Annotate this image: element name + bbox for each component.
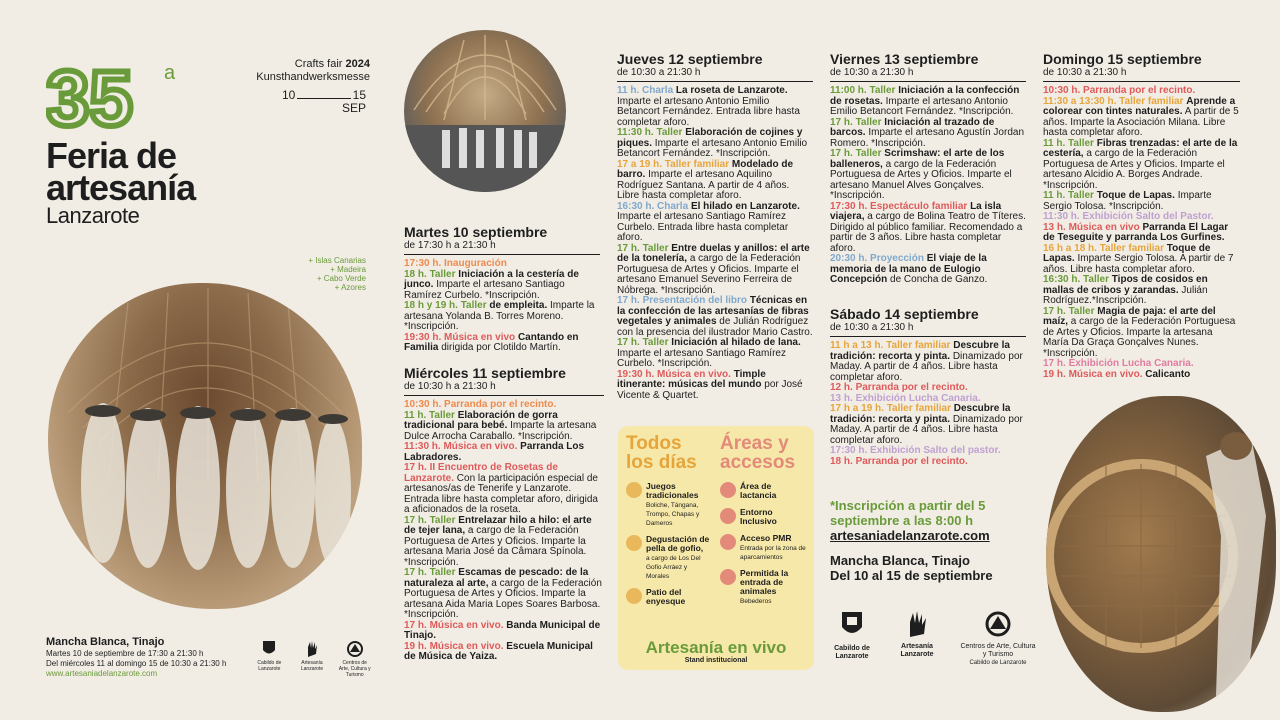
divider	[1043, 81, 1240, 82]
event-time: 11:30 h. Exhibición Salto del Pastor.	[1043, 211, 1214, 222]
event-detail: Imparte Sergio Tolosa. *Inscripción.	[1043, 190, 1212, 212]
event-title: El viaje de la memoria de la mano de Eulogio Concepción	[830, 253, 987, 285]
place-summary	[830, 553, 1040, 583]
paw-icon	[720, 569, 736, 585]
event-item	[830, 118, 1026, 150]
day-hours-miercoles: de 10:30 h a 21:30 h	[404, 381, 496, 392]
event-title: La roseta de Lanzarote.	[675, 85, 788, 96]
fair-en: Crafts fair	[294, 58, 343, 70]
event-title: Scrimshaw: el arte de los balleneros,	[830, 148, 1005, 170]
logo-cabildo-small	[252, 640, 287, 678]
patio-icon	[626, 588, 642, 604]
event-time: 13 h. Exhibición Lucha Canaria.	[830, 392, 981, 404]
event-item	[1043, 244, 1240, 276]
place-summary-line2: Del 10 al 15 de septiembre	[830, 568, 993, 583]
event-time: 19:30 h. Música en vivo.	[617, 368, 731, 380]
info-box-items	[626, 482, 806, 614]
event-time: 17 h. Taller	[830, 148, 882, 159]
centros-icon	[984, 610, 1012, 638]
info-box	[618, 426, 814, 670]
info-box-footer	[626, 639, 806, 664]
page-title: Feria de artesanía	[46, 135, 196, 208]
day-title-sabado: Sábado 14 septiembre	[830, 306, 979, 322]
event-item	[830, 341, 1026, 383]
event-detail: de Concha de Ganzo.	[890, 274, 988, 285]
event-item	[404, 621, 604, 642]
event-title: Iniciación a la confección de rosetas.	[830, 85, 1020, 107]
page-subtitle: Lanzarote	[46, 203, 140, 228]
event-time: 17 h. Música en vivo.	[404, 619, 504, 631]
day-title-miercoles: Miércoles 11 septiembre	[404, 365, 566, 381]
column-martes	[404, 225, 600, 354]
event-time: 11:30 a 13:30 h. Taller familiar	[1043, 95, 1184, 107]
event-time: 13 h. Música en vivo	[1043, 221, 1140, 233]
info-item	[626, 535, 712, 580]
fair-meta	[210, 58, 370, 84]
logo-cabildo-label: Cabildo de Lanzarote	[834, 645, 870, 660]
event-title: Iniciación al trazado de barcos.	[830, 116, 995, 138]
hand-icon	[900, 610, 934, 638]
info-item-sub: a cargo de Los Del Gofio Arráez y Morales	[646, 555, 701, 580]
info-item-label: Patio del enyesque	[646, 587, 686, 606]
anniversary-mark	[46, 55, 186, 133]
event-detail: A partir de 5 años. Imparte la Asociación Milana. Libre hasta completar aforo.	[1043, 106, 1239, 138]
info-box-footer-sub: Stand institucional	[684, 657, 748, 664]
logo-centros-label: Centros de Arte, Cultura y Turismo	[960, 643, 1036, 658]
event-title: Tipos de cosidos en mallas de cribos y zarandas.	[1043, 274, 1208, 296]
event-title: Descubre la tradición: recorta y pinta.	[830, 403, 1011, 425]
photo-basket-women	[48, 283, 362, 609]
event-item	[1043, 191, 1240, 212]
event-detail: Imparte el artesano Antonio Emilio Betancort Fernández. Entrada libre hasta completar aforo.	[617, 95, 800, 128]
divider	[830, 81, 1026, 82]
event-time: 16:30 h. Taller	[1043, 274, 1109, 285]
day-title-domingo: Domingo 15 septiembre	[1043, 51, 1202, 67]
event-detail: Con la participación especial de artesanos/as de Tenerife y Lanzarote. Entrada libre hasta completar aforo, dirigida a aficionados de la roseta.	[404, 472, 598, 515]
event-item	[404, 516, 604, 569]
event-item	[617, 338, 813, 370]
info-item-label: Entorno Inclusivo	[740, 507, 777, 526]
logo-centros-small	[337, 640, 372, 678]
gofio-icon	[626, 535, 642, 551]
islands-list	[250, 256, 366, 292]
photo-sieve-artisan	[1046, 396, 1276, 712]
event-detail: Imparte la artesana Yolanda B. Torres Moreno. *Inscripción.	[404, 300, 595, 332]
day-hours-jueves: de 10:30 a 21:30 h	[617, 67, 701, 78]
cabildo-shield-icon	[840, 610, 864, 640]
event-detail: a cargo de la Federación Portuguesa de Artes y Oficios. Imparte el artesano Manuel Alves Gonçalves. *Inscripción.	[830, 158, 1012, 201]
event-title: Toque de Lapas.	[1043, 242, 1211, 264]
info-item	[720, 508, 806, 526]
event-time: 17:30 h. Inauguración	[404, 258, 507, 269]
event-detail: a cargo de la Federación Portuguesa de Artes y Oficios. Imparte la artesana María Da Graça Gonçalves Nunes. *Inscripción.	[1043, 316, 1236, 359]
event-detail: a cargo de la Federación Portuguesa de Artes y Oficios. Imparte la artesana Maria José da Câmara Spínola. *Inscripción.	[404, 525, 587, 568]
date-start: 10	[282, 88, 296, 102]
event-time: 18 h. Parranda por el recinto.	[830, 455, 968, 467]
event-item	[617, 86, 813, 128]
location-line2: Del miércoles 11 al domingo 15 de 10:30 a 21:30 h	[46, 659, 227, 668]
event-time: 11 h. Charla	[617, 85, 674, 96]
event-title: Parranda Los Labradores.	[404, 441, 585, 463]
event-time: 11 h. Taller	[404, 409, 455, 421]
event-title: Modelado de barro.	[617, 158, 794, 180]
event-title: Banda Municipal de Tinajo.	[404, 619, 601, 641]
event-item	[617, 244, 813, 297]
info-item	[720, 482, 806, 500]
divider	[830, 336, 1026, 337]
event-time: 17 a 19 h. Taller familiar	[617, 158, 730, 170]
event-title: Elaboración de gorra tradicional para bebé.	[404, 409, 558, 431]
event-item	[404, 463, 604, 516]
location-web[interactable]: www.artesaniadelanzarote.com	[46, 669, 158, 678]
info-item	[720, 569, 806, 605]
logo-centros-sub: Cabildo de Lanzarote	[969, 660, 1027, 666]
island-item: + Islas Canarias	[308, 256, 366, 265]
place-summary-line1: Mancha Blanca, Tinajo	[830, 553, 970, 568]
title-block	[46, 135, 306, 228]
event-time: 17 h. Taller	[830, 116, 882, 128]
event-item	[404, 333, 600, 354]
event-time: 17 h. Taller	[617, 337, 669, 348]
event-title: Escamas de pescado: de la naturaleza al arte,	[404, 567, 589, 589]
event-detail: Imparte el artesano Santiago Ramírez Curbelo. Entrada libre hasta completar aforo.	[617, 211, 789, 243]
info-box-headings	[626, 434, 806, 472]
location-title: Mancha Blanca, Tinajo	[46, 636, 165, 648]
event-item	[404, 568, 604, 621]
event-title: Parranda El Lagar de Teseguite y parranda Los Gurfines.	[1043, 221, 1229, 243]
event-title: Descubre la tradición: recorta y pinta.	[830, 340, 1010, 362]
event-title: Magia de paja: el arte del maíz,	[1043, 305, 1216, 327]
logo-artesania-small	[295, 640, 330, 678]
column-domingo	[1043, 52, 1240, 380]
event-item	[617, 370, 813, 402]
event-item	[830, 149, 1026, 202]
island-item: + Madeira	[330, 265, 366, 274]
anniversary-number: 35	[46, 55, 133, 133]
event-time: 11:00 h. Taller	[830, 85, 896, 96]
event-title: Aprende a colorear con tintes naturales.	[1043, 95, 1236, 117]
event-item	[404, 270, 600, 302]
photo-right-illustration	[1046, 396, 1276, 712]
info-item-label: Juegos tradicionales	[646, 481, 699, 500]
event-item	[830, 457, 1026, 468]
event-title: La isla viajera,	[830, 200, 1002, 222]
event-item	[617, 128, 813, 160]
event-item	[617, 160, 813, 202]
logos-large	[828, 610, 1038, 670]
info-item-label: Área de lactancia	[740, 481, 777, 500]
inscription-text: *Inscripción a partir del 5 septiembre a las 8:00 h	[830, 498, 986, 528]
event-item	[404, 442, 604, 463]
date-end: 15	[352, 88, 366, 102]
day-title-martes: Martes 10 septiembre	[404, 224, 548, 240]
day-hours-martes: de 17:30 h a 21:30 h	[404, 240, 496, 251]
event-time: 17 h. Taller	[404, 567, 456, 578]
info-box-right-title: Áreas y accesos	[720, 433, 796, 473]
column-jueves	[617, 52, 813, 401]
logo-centros	[958, 610, 1038, 670]
fair-label-line	[210, 58, 370, 71]
event-time: 11 h a 13 h. Taller familiar	[830, 340, 951, 351]
event-detail: por José Vicente & Quartet.	[617, 379, 803, 401]
column-miercoles	[404, 366, 604, 663]
event-time: 19:30 h. Música en vivo	[404, 331, 516, 343]
centros-icon	[346, 640, 364, 658]
anniversary-graphic	[46, 55, 186, 133]
divider	[617, 81, 813, 82]
info-box-left-list	[626, 482, 712, 614]
divider	[404, 395, 604, 396]
logo-artesania-small-label: Artesanía Lanzarote	[300, 660, 324, 672]
event-detail: Imparte el artesano Santiago Ramírez Curbelo. *Inscripción.	[404, 279, 565, 301]
event-time: 10:30 h. Parranda por el recinto.	[1043, 85, 1196, 96]
info-item	[626, 588, 712, 606]
event-title: de empleita.	[489, 300, 548, 311]
day-hours-sabado: de 10:30 a 21:30 h	[830, 322, 914, 333]
event-detail: Imparte el artesano Antonio Emilio Betancort Fernández. *Inscripción.	[617, 137, 808, 159]
info-item-sub: Bebederos	[740, 598, 772, 605]
anniversary-super: a	[164, 62, 176, 84]
event-item	[830, 86, 1026, 118]
event-detail: Dinamizado por Maday. A partir de 4 años. Libre hasta completar aforo.	[830, 413, 1023, 446]
info-item-label: Degustación de pella de gofio,	[646, 534, 710, 553]
event-time: 16:30 h. Charla	[617, 200, 689, 212]
event-title: Iniciación a la cestería de junco.	[404, 268, 579, 290]
day-title-viernes: Viernes 13 septiembre	[830, 51, 979, 67]
info-item-sub: Boliche, Tángana, Trompo, Chapas y Dameros	[646, 502, 700, 527]
event-time: 18 h. Taller	[404, 268, 456, 280]
event-item	[617, 202, 813, 244]
event-title: Iniciación al hilado de lana.	[671, 337, 801, 348]
event-title: Técnicas en la confección de las artesanías de fibras vegetales y animales	[617, 295, 809, 327]
day-hours-domingo: de 10:30 a 21:30 h	[1043, 67, 1127, 78]
event-item	[1043, 275, 1240, 307]
event-title: Entre duelas y anillos: el arte de la tonelería,	[617, 242, 810, 264]
day-title-jueves: Jueves 12 septiembre	[617, 51, 763, 67]
logo-centros-small-label: Centros de Arte, Cultura y Turismo	[338, 660, 371, 678]
dates-range	[282, 89, 366, 115]
event-detail: Dinamizado por Maday. A partir de 4 años. Libre hasta completar aforo.	[830, 350, 1023, 383]
logo-artesania	[887, 610, 947, 670]
column-sabado	[830, 307, 1026, 467]
logos-small	[252, 640, 372, 678]
event-detail: Julián Rodríguez.*Inscripción.	[1043, 284, 1208, 306]
event-detail: Imparte el artesano Santiago Ramírez Curbelo. *Inscripción.	[617, 347, 786, 369]
event-time: 11:30 h. Taller	[617, 127, 683, 138]
event-time: 11 h. Taller	[1043, 190, 1094, 201]
event-time: 17 h. Taller	[617, 242, 669, 254]
divider	[404, 254, 600, 255]
event-item	[404, 642, 604, 663]
event-time: 17 h. Presentación del libro	[617, 295, 748, 306]
island-item: + Azores	[334, 283, 366, 292]
event-item	[830, 404, 1026, 446]
event-time: 12 h. Parranda por el recinto.	[830, 382, 968, 393]
event-detail: dirigida por Clotildo Martín.	[441, 342, 561, 353]
event-title: Escuela Municipal de Música de Yaiza.	[404, 640, 593, 662]
bottle-icon	[720, 482, 736, 498]
event-title: Calicanto	[1145, 368, 1191, 380]
event-title: Fibras trenzadas: el arte de la cestería,	[1043, 137, 1238, 159]
event-title: Elaboración de cojines y piques.	[617, 127, 803, 149]
date-separator	[297, 89, 350, 99]
event-title: El hilado en Lanzarote.	[690, 200, 800, 212]
info-item	[626, 482, 712, 527]
info-item-label: Acceso PMR	[740, 533, 792, 543]
event-item	[1043, 370, 1240, 381]
event-title: Toque de Lapas.	[1096, 190, 1175, 201]
info-item	[720, 534, 806, 561]
event-detail: a cargo de la Federación Portuguesa de Artes y Oficios. Imparte el artesano Alcidio A. Borges Andrade. *Inscripción.	[1043, 148, 1225, 191]
island-item: + Cabo Verde	[316, 274, 366, 283]
event-detail: a cargo de la Federación Portuguesa de Artes y Oficios. Imparte el artesano Emanuel Severino Ferreira de Nóbrega. *Inscripción.	[617, 253, 801, 296]
event-time: 11:30 h. Música en vivo.	[404, 441, 518, 452]
event-item	[404, 411, 604, 443]
event-title: Timple itinerante: músicas del mundo	[617, 368, 766, 390]
event-item	[1043, 139, 1240, 192]
event-detail: de Julián Rodríguez con la presencia del ilustrador Mario Castro.	[617, 316, 813, 338]
fair-de: Kunsthandwerksmesse	[256, 71, 370, 83]
wheelchair-icon	[720, 534, 736, 550]
inscription-note	[830, 498, 1040, 543]
logo-cabildo-small-label: Cabildo de Lanzarote	[257, 660, 282, 672]
column-viernes	[830, 52, 1026, 286]
logo-cabildo	[828, 610, 876, 670]
photo-basket-group	[404, 30, 566, 192]
event-item	[830, 202, 1026, 255]
event-time: 17 h. Taller	[1043, 305, 1095, 317]
event-item	[617, 296, 813, 338]
event-detail: Imparte el artesano Aquilino Rodríguez Santana. A partir de 4 años. Libre hasta completar aforo.	[617, 169, 790, 201]
event-title: Entrelazar hilo a hilo: el arte de tejer lana,	[404, 514, 592, 536]
photo-illustration	[48, 283, 362, 609]
event-detail: Imparte el artesano Antonio Emilio Betancort Fernández. *Inscripción.	[830, 95, 1014, 117]
event-detail: Imparte la artesana Dulce Arrocha Caraballo. *Inscripción.	[404, 420, 597, 442]
event-time: 18 h y 19 h. Taller	[404, 300, 487, 311]
event-time: 19 h. Música en vivo.	[1043, 368, 1143, 380]
info-item-label: Permitida la entrada de animales	[740, 568, 789, 596]
event-time: 17 h. Taller	[404, 514, 456, 526]
hand-icon	[304, 640, 320, 658]
event-time: 17 h. II Encuentro de Rosetas de Lanzarote.	[404, 462, 558, 484]
event-time: 10:30 h. Parranda por el recinto.	[404, 399, 557, 410]
cabildo-shield-icon	[262, 640, 276, 658]
info-box-right-list	[720, 482, 806, 614]
info-item-sub: Entrada por la zona de aparcamientos	[740, 545, 806, 561]
date-month: SEP	[341, 101, 366, 115]
event-item	[404, 301, 600, 333]
info-box-left-title: Todos los días	[626, 433, 697, 473]
event-time: 20:30 h. Proyección	[830, 253, 924, 264]
event-time: 19 h. Música en vivo.	[404, 640, 504, 652]
event-time: 16 h a 18 h. Taller familiar	[1043, 242, 1164, 254]
event-time: 17 h a 19 h. Taller familiar	[830, 403, 951, 414]
event-detail: a cargo de Bolina Teatro de Títeres. Dirigido al público familiar. Recomendado a partir de 3 años. Libre hasta completar aforo.	[830, 211, 1026, 254]
event-time: 17:30 h. Espectáculo familiar	[830, 200, 968, 212]
event-detail: Imparte Sergio Tolosa. A partir de 7 años. Libre hasta completar aforo.	[1043, 253, 1234, 275]
event-detail: a cargo de la Federación Portuguesa de Artes y Oficios. Imparte la artesana Aida Maria Lopes Soares Barbosa. *Inscripción.	[404, 577, 602, 620]
event-time: 17:30 h. Exhibición Salto del pastor.	[830, 445, 1001, 456]
inscription-link[interactable]: artesaniadelanzarote.com	[830, 528, 990, 543]
photo-top-illustration	[404, 30, 566, 192]
event-title: Cantando en Familia	[404, 331, 579, 353]
info-box-footer-title: Artesanía en vivo	[645, 638, 787, 657]
event-item	[1043, 97, 1240, 139]
location-line1: Martes 10 de septiembre de 17:30 a 21:30 h	[46, 649, 204, 658]
event-time: 11 h. Taller	[1043, 137, 1094, 149]
event-time: 17 h. Exhibición Lucha Canaria.	[1043, 358, 1194, 369]
logo-artesania-label: Artesanía Lanzarote	[900, 643, 934, 658]
fair-year: 2024	[345, 58, 370, 70]
inclusive-icon	[720, 508, 736, 524]
games-icon	[626, 482, 642, 498]
event-item	[1043, 307, 1240, 360]
location-block	[46, 636, 246, 679]
day-hours-viernes: de 10:30 a 21:30 h	[830, 67, 914, 78]
event-item	[830, 254, 1026, 286]
event-detail: Imparte el artesano Agustín Jordan Romero. *Inscripción.	[830, 127, 1025, 149]
event-item	[1043, 223, 1240, 244]
